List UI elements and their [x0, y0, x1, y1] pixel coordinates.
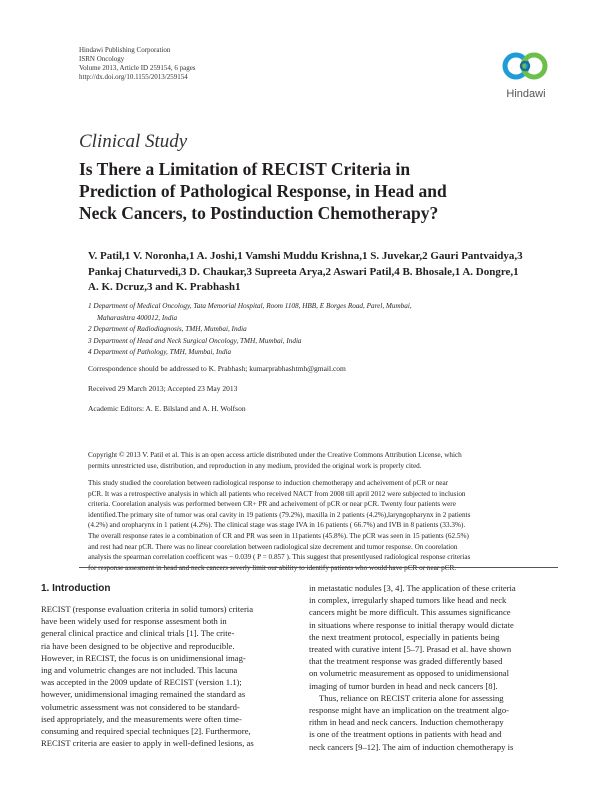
body-column-left: [41, 603, 282, 749]
article-category: Clinical Study: [79, 131, 188, 152]
abstract-line: and rest had near pCR. There was no linear coorelation between radiological size decrement and tumor response. On coorelation: [88, 542, 458, 551]
body-line: ing and volumetric changes are not included. This lacuna: [41, 665, 238, 676]
abstract-line: criteria. Coorelation analysis was performed between CR+ PR and acheivement of pCR or near pCR. Twenty four patients were: [88, 500, 456, 509]
body-line: in complex, irregularly shaped tumors like head and neck: [309, 595, 507, 606]
abstract: [88, 478, 558, 573]
body-line: on volumetric measurement as opposed to unidimensional: [309, 668, 510, 679]
copyright-line: permits unrestricted use, distribution, and reproduction in any medium, provided the original work is properly cited.: [88, 461, 422, 470]
title-line: Prediction of Pathological Response, in Head and: [79, 181, 447, 201]
logo-text: Hindawi: [506, 88, 546, 100]
abstract-line: (4.2%) and oropharynx in 1 patient (4.2%). The clinical stage was stage IVA in 16 patients ( 66.7%) and IVB in 8 patients (33.3%).: [88, 521, 466, 530]
body-line: have been widely used for response assesment both in: [41, 616, 227, 627]
correspondence: Correspondence should be addressed to K. Prabhash; kumarprabhashtmh@gmail.com: [88, 364, 346, 373]
abstract-line: for response assesment in head and neck cancers severly limit our ability to identify patients who would have pCR or near pCR.: [88, 563, 457, 572]
academic-editors: Academic Editors: A. E. Bilsland and A. H. Wolfson: [88, 404, 246, 413]
abstract-line: identified.The primary site of tumor was oral cavity in 19 patients (79.2%), maxilla in 2 patients (4.2%),laryngopharynx in 2 patients: [88, 510, 471, 519]
abstract-line: This study studied the coorelation between radiological response to induction chemotherapy and acheivement of pCR or near: [88, 479, 449, 487]
section-divider: [79, 567, 558, 568]
body-line: rithm in head and neck cancers. Induction chemotherapy: [309, 717, 504, 728]
received-dates: Received 29 March 2013; Accepted 23 May 2013: [88, 384, 238, 393]
body-line: that the treatment response was graded differently based: [309, 656, 503, 667]
body-line: general clinical practice and clinical trials [1]. The crite-: [41, 628, 235, 639]
section-heading-introduction: 1. Introduction: [41, 583, 111, 594]
doi-link[interactable]: http://dx.doi.org/10.1155/2013/259154: [79, 73, 188, 81]
body-line: was accepted in the 2009 update of RECIST (version 1.1);: [41, 677, 242, 688]
publication-info: [79, 46, 196, 82]
body-line: in metastatic nodules [3, 4]. The application of these criteria: [309, 583, 516, 593]
body-line: imaging of tumor burden in head and neck cancers [8].: [309, 680, 498, 691]
copyright-notice: [88, 450, 556, 471]
title-line: Neck Cancers, to Postinduction Chemotherapy?: [79, 203, 439, 223]
title-line: Is There a Limitation of RECIST Criteria in: [79, 159, 411, 179]
affiliation-line: Maharashtra 400012, India: [97, 313, 178, 322]
publisher-line: Hindawi Publishing Corporation: [79, 46, 171, 54]
body-line: Thus, reliance on RECIST criteria alone for assessing: [319, 692, 504, 703]
author-line: A. K. Dcruz,3 and K. Prabhash1: [88, 281, 241, 293]
body-line: ised appropriately, and the measurements were often time-: [41, 713, 242, 724]
body-line: cancers might be more difficult. This assumes significance: [309, 607, 511, 618]
author-line: Pankaj Chaturvedi,3 D. Chaukar,3 Supreeta Arya,2 Aswari Patil,4 B. Bhosale,1 A. Dongre,1: [88, 265, 519, 278]
copyright-line: Copyright © 2013 V. Patil et al. This is an open access article distributed under the Creative Commons Attribution License, which: [88, 451, 462, 459]
affiliations: [88, 301, 412, 359]
author-list: [88, 249, 558, 296]
body-line: However, in RECIST, the focus is on unidimensional imag-: [41, 652, 246, 663]
body-line: however, unidimensional imaging remained the standard as: [41, 689, 246, 700]
body-line: volumetric assessment was not considered to be standard-: [41, 701, 240, 712]
affiliation-line: 1 Department of Medical Oncology, Tata Memorial Hospital, Room 1108, HBB, E Borges Road, Parel, Mumbai,: [88, 302, 412, 310]
body-line: response might have an implication on the treatment algo-: [309, 705, 509, 716]
body-line: RECIST criteria are easier to apply in well-defined lesions, as: [41, 738, 254, 749]
journal-line: ISRN Oncology: [79, 55, 125, 63]
body-line: ria have been designed to be objective and reproducible.: [41, 640, 235, 651]
body-line: in situations where response to initial therapy would dictate: [309, 619, 514, 630]
body-column-right: [309, 582, 550, 753]
article-title: [79, 158, 519, 224]
hindawi-rings-icon: [494, 44, 556, 88]
body-line: RECIST (response evaluation criteria in solid tumors) criteria: [41, 604, 254, 614]
abstract-line: analysis the spearman correlation coefficent was − 0.039 ( P = 0.857 ). This suggest that presentlyused radiological response criterias: [88, 553, 471, 562]
body-line: neck cancers [9–12]. The aim of induction chemotherapy is: [309, 741, 514, 752]
affiliation-line: 3 Department of Head and Neck Surgical Oncology, TMH, Mumbai, India: [88, 336, 302, 345]
affiliation-line: 4 Department of Pathology, TMH, Mumbai, India: [88, 348, 232, 356]
abstract-line: The overall response rates ie a combination of CR and PR was seen in 11patients (45.8%). The pCR was seen in 15 patients (62.5%): [88, 531, 469, 540]
body-line: the next treatment protocol, especially in patients being: [309, 631, 500, 642]
abstract-line: pCR. It was a retrospective analysis in which all patients who received NACT from 2008 till april 2012 were subjected to inclusion: [88, 489, 466, 498]
volume-line: Volume 2013, Article ID 259154, 6 pages: [79, 64, 196, 72]
body-line: is one of the treatment options in patients with head and: [309, 729, 502, 740]
body-line: treated with curative intent [5–7]. Prasad et al. have shown: [309, 644, 512, 655]
body-line: consuming and required special techniques [2]. Furthermore,: [41, 726, 251, 737]
affiliation-line: 2 Department of Radiodiagnosis, TMH, Mumbai, India: [88, 325, 247, 333]
author-line: V. Patil,1 V. Noronha,1 A. Joshi,1 Vamshi Muddu Krishna,1 S. Juvekar,2 Gauri Pantvaidya,3: [88, 250, 523, 262]
